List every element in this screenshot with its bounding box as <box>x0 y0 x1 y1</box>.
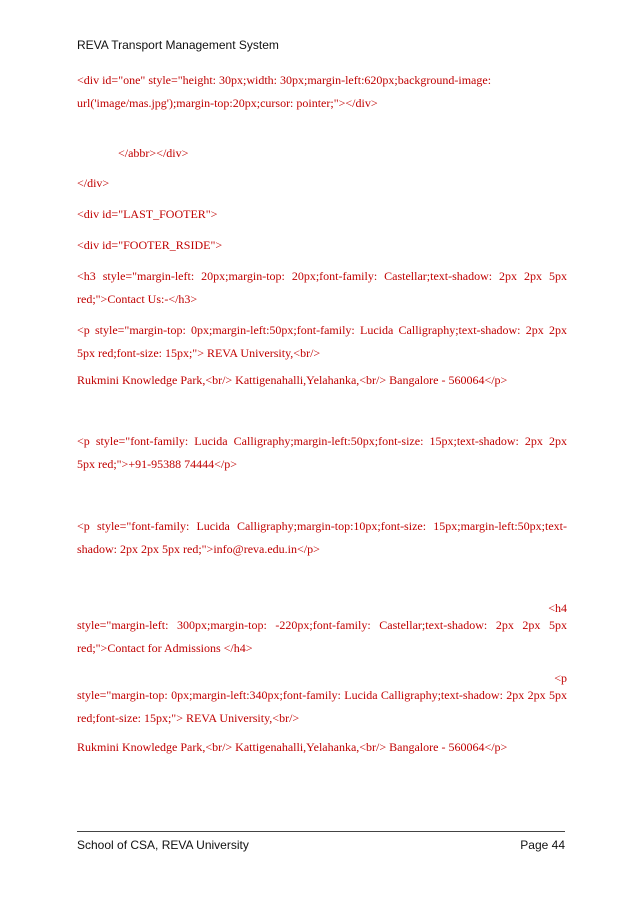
code-line-p-open: <p <box>554 671 567 685</box>
code-line-address-2: Rukmini Knowledge Park,<br/> Kattigenahalli,Yelahanka,<br/> Bangalore - 560064</p> <box>77 740 508 754</box>
code-line-address: Rukmini Knowledge Park,<br/> Kattigenahalli,Yelahanka,<br/> Bangalore - 560064</p> <box>77 373 508 387</box>
code-line-close-div: </div> <box>77 176 110 190</box>
code-line-p-style: style="margin-top: 0px;margin-left:340px;font-family: Lucida Calligraphy;text-shadow: 2px 2px 5px red;font-size: 15px;"> REVA University,<br/> <box>77 688 567 725</box>
page-footer <box>77 838 565 852</box>
code-line-last-footer: <div id="LAST_FOOTER"> <box>77 207 218 221</box>
code-line-p-reva: <p style="margin-top: 0px;margin-left:50px;font-family: Lucida Calligraphy;text-shadow: 2px 2px 5px red;font-size: 15px;"> REVA University,<br/> <box>77 323 567 360</box>
page-header-title: REVA Transport Management System <box>77 38 279 52</box>
code-line-close-abbr: </abbr></div> <box>118 146 189 160</box>
footer-divider <box>77 831 565 832</box>
code-line-h4-style: style="margin-left: 300px;margin-top: -220px;font-family: Castellar;text-shadow: 2px 2px 5px red;">Contact for Admissions </h4> <box>77 618 567 655</box>
code-line-h4-open: <h4 <box>548 601 567 615</box>
footer-page-number: Page 44 <box>520 838 565 852</box>
code-line-phone: <p style="font-family: Lucida Calligraphy;margin-left:50px;font-size: 15px;text-shadow: 2px 2px 5px red;">+91-95388 74444</p> <box>77 434 567 471</box>
footer-school: School of CSA, REVA University <box>77 838 249 852</box>
code-line-email: <p style="font-family: Lucida Calligraphy;margin-top:10px;font-size: 15px;margin-left:50px;text-shadow: 2px 2px 5px red;">info@reva.edu.in</p> <box>77 519 567 556</box>
code-line-div-one: <div id="one" style="height: 30px;width: 30px;margin-left:620px;background-image: url('image/mas.jpg');margin-top:20px;cursor: pointer;"></div> <box>77 73 492 110</box>
code-line-h3-contact: <h3 style="margin-left: 20px;margin-top: 20px;font-family: Castellar;text-shadow: 2px 2px 5px red;">Contact Us:-</h3> <box>77 269 567 306</box>
code-line-footer-rside: <div id="FOOTER_RSIDE"> <box>77 238 223 252</box>
